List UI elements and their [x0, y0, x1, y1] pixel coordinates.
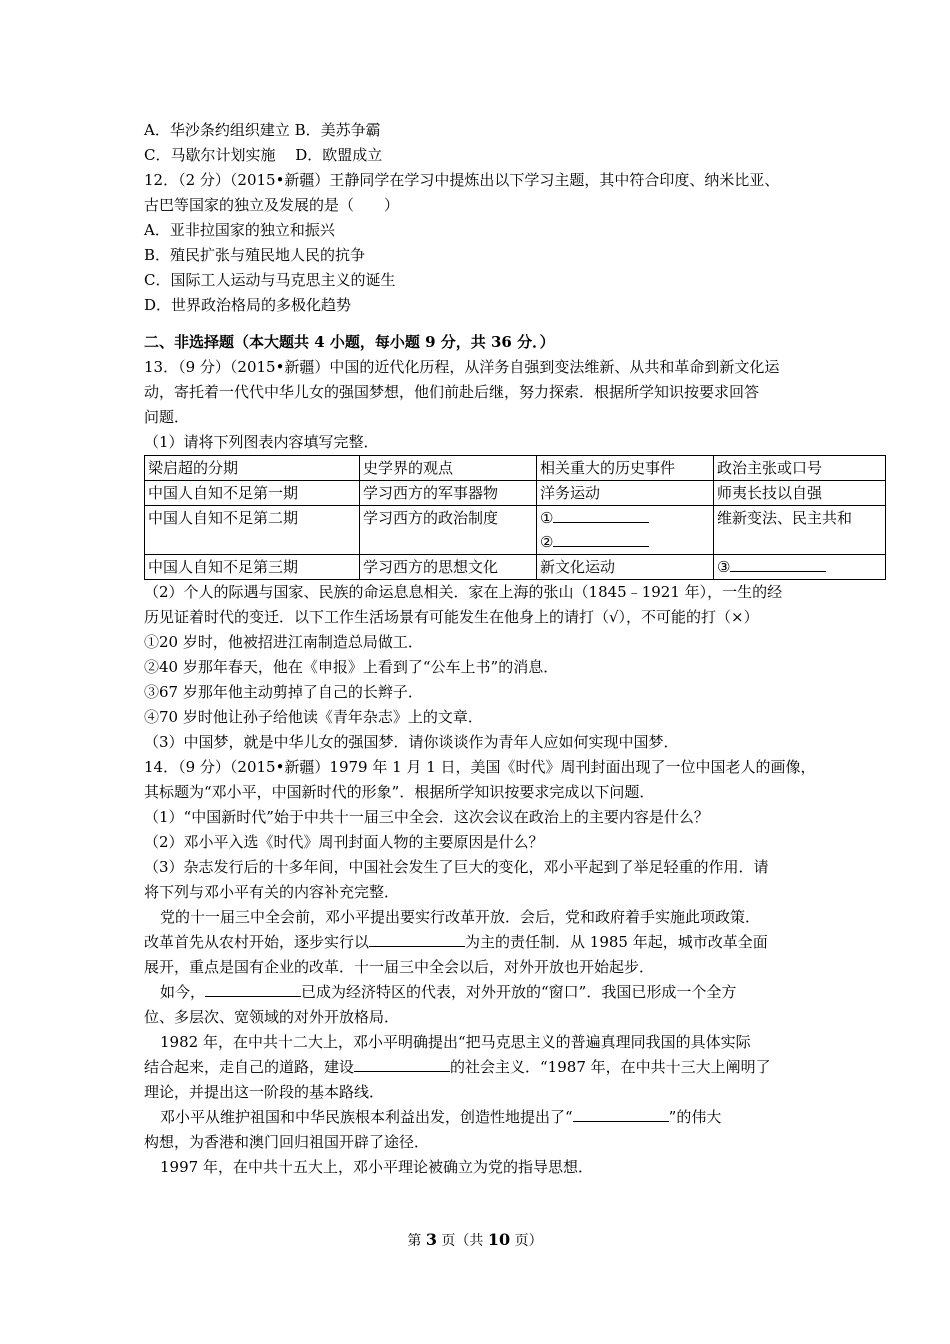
table-row	[145, 555, 886, 580]
blank-marker-3: ③	[717, 558, 731, 576]
section-heading: 二、非选择题（本大题共 4 小题，每小题 9 分，共 36 分．）	[144, 333, 555, 351]
blank-marker-1: ①	[540, 509, 554, 527]
q12-option-c: C．国际工人运动与马克思主义的诞生	[144, 271, 396, 289]
q14-para3-line1: 1982 年，在中共十二大上，邓小平明确提出“把马克思主义的普遍真理同我国的具体实际	[160, 1033, 751, 1051]
q14-para2-line1	[144, 980, 814, 1005]
q13-sub2-line2: 历见证着时代的变迁．以下工作生活场景有可能发生在他身上的请打（√），不可能的打（×）	[144, 608, 759, 626]
q14-para4-line1	[144, 1105, 814, 1130]
q14-para1-line3: 展开，重点是国有企业的改革．十一届三中全会以后，对外开放也开始起步．	[144, 958, 655, 976]
q13-stem-line1: 13．（9 分）（2015•新疆）中国的近代化历程，从洋务自强到变法维新、从共和革命到新文化运	[144, 358, 780, 376]
q12-option-d: D．世界政治格局的多极化趋势	[144, 296, 352, 314]
text-fragment: 的社会主义．“1987 年，在中共十三大上阐明了	[450, 1058, 771, 1076]
table-cell: 维新变法、民主共和	[714, 506, 886, 555]
q13-sub2-line1: （2）个人的际遇与国家、民族的命运息息相关．家在上海的张山（1845﹣1921 年），一生的经	[144, 583, 783, 601]
table-row	[145, 481, 886, 506]
q14-sub3-line2: 将下列与邓小平有关的内容补充完整．	[144, 883, 400, 901]
page-total: 10	[487, 1230, 511, 1249]
q12-stem-line1: 12．（2 分）（2015•新疆）王静同学在学习中提炼出以下学习主题，其中符合印度、纳米比亚、	[144, 171, 780, 189]
q13-sub1: （1）请将下列图表内容填写完整．	[144, 433, 379, 451]
table-cell: 学习西方的军事器物	[360, 481, 537, 506]
q13-sub3: （3）中国梦，就是中华儿女的强国梦．请你谈谈作为青年人应如何实现中国梦．	[144, 733, 679, 751]
history-table	[144, 455, 886, 580]
text-fragment: 如今，	[160, 983, 206, 1001]
q11-option-cd: C．马歇尔计划实施 D．欧盟成立	[144, 146, 383, 164]
q14-stem-line2: 其标题为“邓小平，中国新时代的形象”．根据所学知识按要求完成以下问题．	[144, 783, 655, 801]
page-number: 3	[425, 1230, 437, 1249]
footer-text: 第	[407, 1233, 426, 1249]
q14-para3-line3: 理论，并提出这一阶段的基本路线．	[144, 1083, 385, 1101]
table-cell: 中国人自知不足第二期	[145, 506, 360, 555]
q14-para5: 1997 年，在中共十五大上，邓小平理论被确立为党的指导思想．	[160, 1158, 593, 1176]
q14-para1-line2	[144, 930, 814, 955]
table-header-row	[145, 456, 886, 481]
table-cell: 师夷长技以自强	[714, 481, 886, 506]
answer-blank[interactable]	[573, 1107, 669, 1122]
q14-para2-line2: 位、多层次、宽领域的对外开放格局．	[144, 1008, 400, 1026]
answer-blank[interactable]	[369, 932, 465, 947]
q14-para4-line2: 构想，为香港和澳门回归祖国开辟了途径．	[144, 1133, 430, 1151]
answer-blank[interactable]	[730, 557, 826, 572]
table-cell: 洋务运动	[537, 481, 714, 506]
table-cell-blanks	[537, 506, 714, 555]
q13-stem-line3: 问题．	[144, 408, 190, 426]
blank-marker-2: ②	[540, 533, 554, 551]
q14-para3-line2	[144, 1055, 814, 1080]
answer-blank[interactable]	[553, 532, 649, 547]
table-cell: 新文化运动	[537, 555, 714, 580]
q14-stem-line1: 14．（9 分）（2015•新疆）1979 年 1 月 1 日，美国《时代》周刊封面出现了一位中国老人的画像，	[144, 758, 816, 776]
footer-text: 页（共	[436, 1233, 488, 1249]
text-fragment: 结合起来，走自己的道路，建设	[144, 1058, 355, 1076]
answer-blank[interactable]	[354, 1057, 450, 1072]
q12-stem-line2: 古巴等国家的独立及发展的是（ ）	[144, 196, 400, 214]
q13-item-3: ③67 岁那年他主动剪掉了自己的长辫子．	[144, 683, 423, 701]
q12-option-a: A．亚非拉国家的独立和振兴	[144, 221, 335, 239]
text-fragment: 为主的责任制．从 1985 年起，城市改革全面	[465, 933, 768, 951]
text-fragment: 已成为经济特区的代表，对外开放的“窗口”．我国已形成一个全方	[301, 983, 737, 1001]
text-fragment: 改革首先从农村开始，逐步实行以	[144, 933, 370, 951]
q12-option-b: B．殖民扩张与殖民地人民的抗争	[144, 246, 366, 264]
q13-item-1: ①20 岁时，他被招进江南制造总局做工．	[144, 633, 423, 651]
table-row	[145, 506, 886, 555]
q14-para1-line1: 党的十一届三中全会前，邓小平提出要实行改革开放．会后，党和政府着手实施此项政策．	[160, 908, 761, 926]
answer-blank[interactable]	[553, 508, 649, 523]
q13-item-2: ②40 岁那年春天，他在《申报》上看到了“公车上书”的消息．	[144, 658, 559, 676]
document-body	[144, 118, 853, 1180]
table-header-cell: 梁启超的分期	[145, 456, 360, 481]
q14-sub3-line1: （3）杂志发行后的十多年间，中国社会发生了巨大的变化，邓小平起到了举足轻重的作用．请	[144, 858, 769, 876]
table-cell-blank	[714, 555, 886, 580]
q11-option-ab: A．华沙条约组织建立 B．美苏争霸	[144, 121, 381, 139]
table-cell: 学习西方的政治制度	[360, 506, 537, 555]
q13-item-4: ④70 岁时他让孙子给他读《青年杂志》上的文章．	[144, 708, 483, 726]
table-header-cell: 史学界的观点	[360, 456, 537, 481]
q14-sub1: （1）“中国新时代”始于中共十一届三中全会．这次会议在政治上的主要内容是什么？	[144, 808, 709, 826]
table-header-cell: 相关重大的历史事件	[537, 456, 714, 481]
text-fragment: 邓小平从维护祖国和中华民族根本利益出发，创造性地提出了“	[160, 1108, 573, 1126]
footer-text: 页）	[510, 1233, 543, 1249]
q13-stem-line2: 动，寄托着一代代中华儿女的强国梦想，他们前赴后继，努力探索．根据所学知识按要求回答	[144, 383, 760, 401]
q14-sub2: （2）邓小平入选《时代》周刊封面人物的主要原因是什么？	[144, 833, 544, 851]
table-cell: 学习西方的思想文化	[360, 555, 537, 580]
text-fragment: ”的伟大	[668, 1108, 722, 1126]
table-header-cell: 政治主张或口号	[714, 456, 886, 481]
table-cell: 中国人自知不足第一期	[145, 481, 360, 506]
table-cell: 中国人自知不足第三期	[145, 555, 360, 580]
answer-blank[interactable]	[205, 982, 301, 997]
page-footer	[0, 1230, 950, 1250]
